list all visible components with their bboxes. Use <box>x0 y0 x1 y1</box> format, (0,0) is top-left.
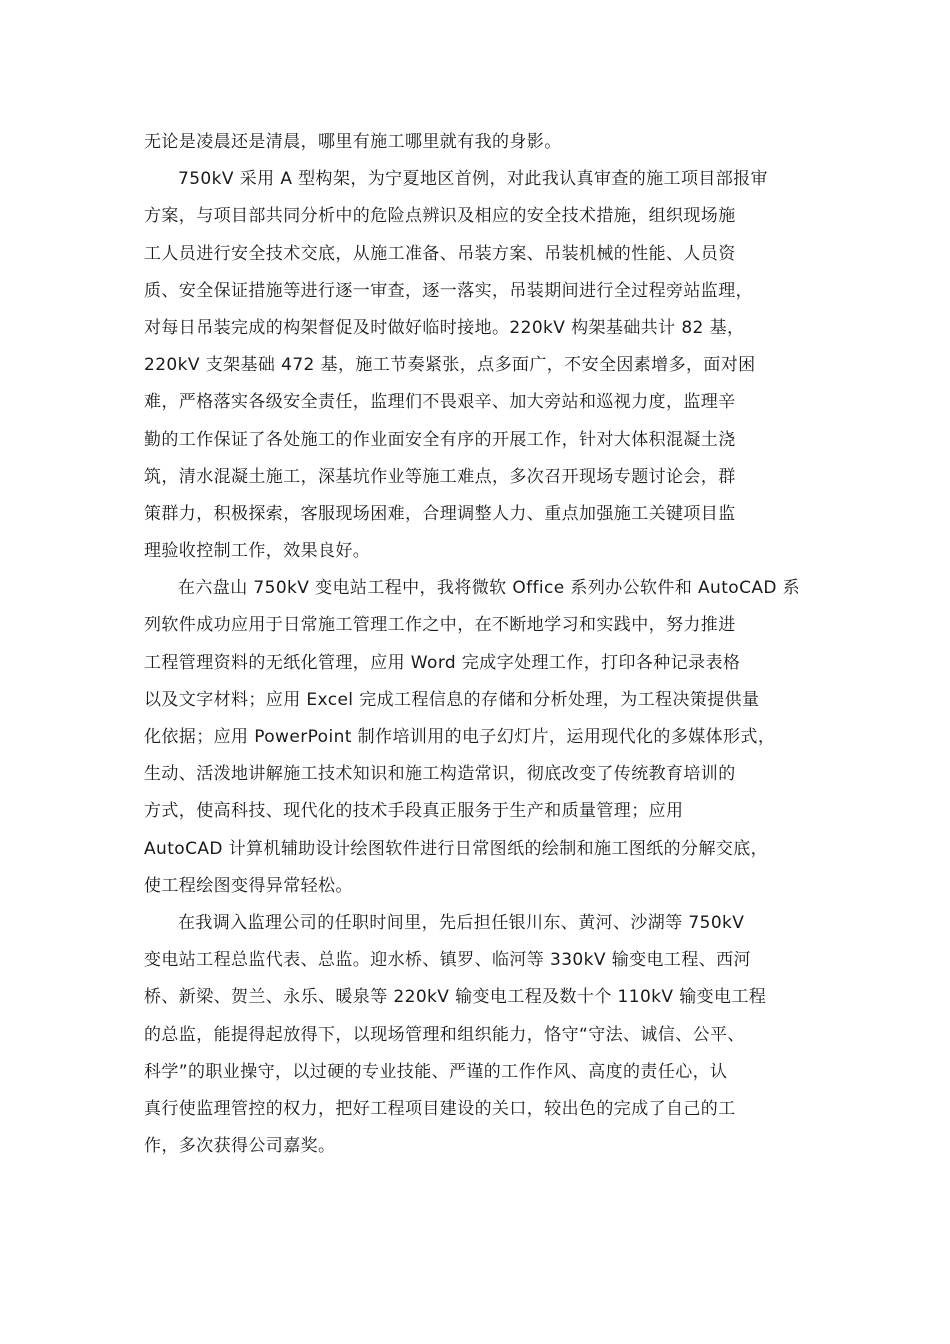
paragraph-2-line-2: 方案，与项目部共同分析中的危险点辨识及相应的安全技术措施，组织现场施 <box>144 206 736 227</box>
paragraph-3-line-2: 列软件成功应用于日常施工管理工作之中，在不断地学习和实践中，努力推进 <box>144 615 736 636</box>
paragraph-4-line-7: 作，多次获得公司嘉奖。 <box>144 1136 336 1157</box>
paragraph-4-line-1: 在我调入监理公司的任职时间里，先后担任银川东、黄河、沙湖等 750kV <box>178 912 745 933</box>
paragraph-1-line-1: 无论是凌晨还是清晨，哪里有施工哪里就有我的身影。 <box>144 132 562 152</box>
paragraph-4-line-3: 桥、新梁、贺兰、永乐、暖泉等 220kV 输变电工程及数十个 110kV 输变电工程 <box>144 987 767 1008</box>
paragraph-2-line-9: 筑，清水混凝土施工，深基坑作业等施工难点，多次召开现场专题讨论会，群 <box>144 466 736 487</box>
paragraph-2-line-3: 工人员进行安全技术交底，从施工准备、吊装方案、吊装机械的性能、人员资 <box>144 243 736 264</box>
paragraph-3-line-8: AutoCAD 计算机辅助设计绘图软件进行日常图纸的绘制和施工图纸的分解交底， <box>144 838 769 859</box>
paragraph-4-line-5: 科学”的职业操守，以过硬的专业技能、严谨的工作作风、高度的责任心，认 <box>144 1061 728 1082</box>
document-body <box>144 124 808 1165</box>
paragraph-3-line-1: 在六盘山 750kV 变电站工程中，我将微软 Office 系列办公软件和 AutoCAD 系 <box>178 578 801 599</box>
paragraph-2-line-10: 策群力，积极探索，客服现场困难，合理调整人力、重点加强施工关键项目监 <box>144 503 736 524</box>
paragraph-2-line-1: 750kV 采用 A 型构架，为宁夏地区首例，对此我认真审查的施工项目部报审 <box>178 169 768 190</box>
paragraph-2-line-11: 理验收控制工作，效果良好。 <box>144 541 371 562</box>
paragraph-3-line-7: 方式，使高科技、现代化的技术手段真正服务于生产和质量管理；应用 <box>144 801 684 822</box>
paragraph-4-line-4: 的总监，能提得起放得下，以现场管理和组织能力，恪守“守法、诚信、公平、 <box>144 1024 745 1045</box>
paragraph-2-line-4: 质、安全保证措施等进行逐一审查，逐一落实，吊装期间进行全过程旁站监理， <box>144 280 753 301</box>
paragraph-2-line-5: 对每日吊装完成的构架督促及时做好临时接地。220kV 构架基础共计 82 基， <box>144 317 745 338</box>
paragraph-3-line-4: 以及文字材料；应用 Excel 完成工程信息的存储和分析处理，为工程决策提供量 <box>144 689 760 710</box>
paragraph-3-line-3: 工程管理资料的无纸化管理，应用 Word 完成字处理工作，打印各种记录表格 <box>144 652 741 673</box>
paragraph-2-line-8: 勤的工作保证了各处施工的作业面安全有序的开展工作，针对大体积混凝土浇 <box>144 429 736 450</box>
paragraph-2-line-7: 难，严格落实各级安全责任，监理们不畏艰辛、加大旁站和巡视力度，监理辛 <box>144 392 736 413</box>
paragraph-3-line-6: 生动、活泼地讲解施工技术知识和施工构造常识，彻底改变了传统教育培训的 <box>144 764 736 785</box>
paragraph-4-line-2: 变电站工程总监代表、总监。迎水桥、镇罗、临河等 330kV 输变电工程、西河 <box>144 950 751 971</box>
paragraph-4-line-6: 真行使监理管控的权力，把好工程项目建设的关口，较出色的完成了自己的工 <box>144 1098 736 1119</box>
paragraph-3-line-5: 化依据；应用 PowerPoint 制作培训用的电子幻灯片，运用现代化的多媒体形式， <box>144 727 776 747</box>
paragraph-2-line-6: 220kV 支架基础 472 基，施工节奏紧张，点多面广，不安全因素增多，面对困 <box>144 355 756 376</box>
paragraph-3-line-9: 使工程绘图变得异常轻松。 <box>144 875 353 896</box>
